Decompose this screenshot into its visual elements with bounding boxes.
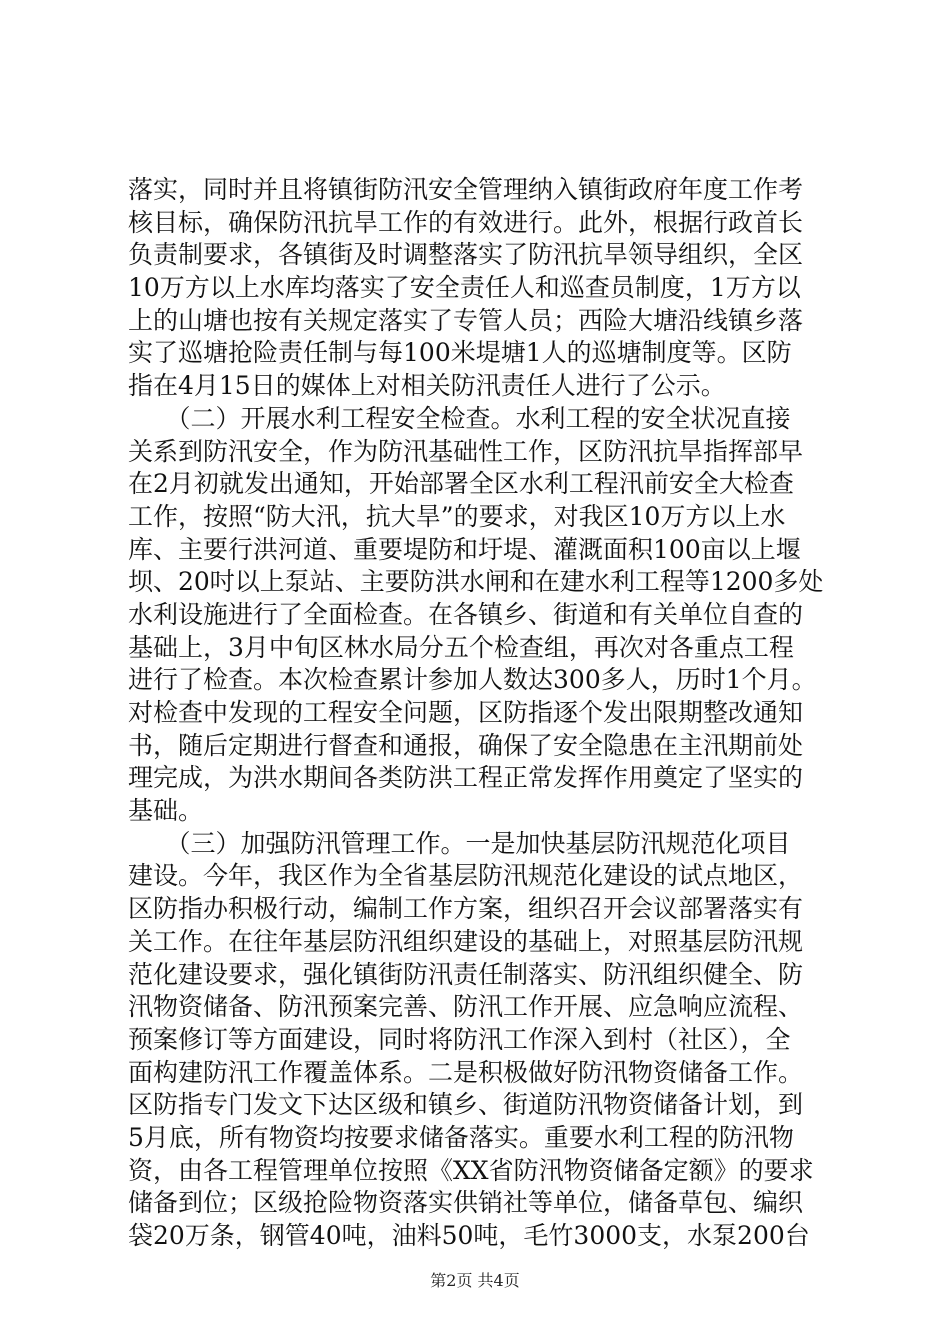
text-line: 基础上，3月中旬区林水局分五个检查组，再次对各重点工程: [128, 632, 794, 662]
text-line: 水利设施进行了全面检查。在各镇乡、街道和有关单位自查的: [128, 599, 804, 629]
text-line: 工作，按照“防大汛，抗大旱”的要求，对我区10万方以上水: [128, 501, 786, 531]
text-line: 上的山塘也按有关规定落实了专管人员；西险大塘沿线镇乡落: [128, 305, 804, 335]
body-text: [128, 174, 848, 1253]
text-line: 5月底，所有物资均按要求储备落实。重要水利工程的防汛物: [128, 1122, 794, 1152]
text-line: （三）加强防汛管理工作。一是加快基层防汛规范化项目: [128, 828, 791, 858]
text-line: 基础。: [128, 796, 204, 826]
text-line: 储备到位；区级抢险物资落实供销社等单位，储备草包、编织: [128, 1188, 804, 1218]
text-line: 指在4月15日的媒体上对相关防汛责任人进行了公示。: [128, 371, 726, 401]
text-line: 进行了检查。本次检查累计参加人数达300多人，历时1个月。: [128, 665, 817, 695]
text-line: 落实，同时并且将镇街防汛安全管理纳入镇街政府年度工作考: [128, 175, 804, 204]
text-line: 对检查中发现的工程安全问题，区防指逐个发出限期整改通知: [128, 698, 804, 727]
text-line: 关工作。在往年基层防汛组织建设的基础上，对照基层防汛规: [128, 926, 804, 956]
text-line: 坝、20吋以上泵站、主要防洪水闸和在建水利工程等1200多处: [128, 567, 824, 597]
text-line: 建设。今年，我区作为全省基层防汛规范化建设的试点地区，: [128, 861, 804, 891]
text-line: （二）开展水利工程安全检查。水利工程的安全状况直接: [128, 403, 791, 433]
text-line: 核目标，确保防汛抗旱工作的有效进行。此外，根据行政首长: [128, 207, 804, 237]
text-line: 在2月初就发出通知，开始部署全区水利工程汛前安全大检查: [128, 469, 794, 499]
page-number-label: 第2页 共4页: [430, 1271, 520, 1290]
text-line: 关系到防汛安全，作为防汛基础性工作，区防汛抗旱指挥部早: [128, 436, 804, 466]
text-line: 预案修订等方面建设，同时将防汛工作深入到村（社区），全: [128, 1024, 791, 1054]
text-line: 资，由各工程管理单位按照《XX省防汛物资储备定额》的要求: [128, 1155, 814, 1185]
text-line: 理完成，为洪水期间各类防洪工程正常发挥作用奠定了坚实的: [128, 763, 804, 793]
text-line: 库、主要行洪河道、重要堤防和圩堤、灌溉面积100亩以上堰: [128, 534, 801, 564]
text-line: 汛物资储备、防汛预案完善、防汛工作开展、应急响应流程、: [128, 992, 804, 1022]
text-line: 实了巡塘抢险责任制与每100米堤塘1人的巡塘制度等。区防: [128, 338, 792, 368]
text-line: 区防指专门发文下达区级和镇乡、街道防汛物资储备计划，到: [128, 1090, 804, 1120]
text-line: 区防指办积极行动，编制工作方案，组织召开会议部署落实有: [128, 894, 804, 924]
text-line: 书，随后定期进行督查和通报，确保了安全隐患在主汛期前处: [128, 730, 804, 760]
text-line: 范化建设要求，强化镇街防汛责任制落实、防汛组织健全、防: [128, 959, 804, 989]
text-line: 10万方以上水库均落实了安全责任人和巡查员制度，1万方以: [128, 273, 801, 303]
text-line: 袋20万条，钢管40吨，油料50吨，毛竹3000支，水泵200台: [128, 1221, 810, 1250]
text-line: 面构建防汛工作覆盖体系。二是积极做好防汛物资储备工作。: [128, 1057, 804, 1087]
text-line: 负责制要求，各镇街及时调整落实了防汛抗旱领导组织，全区: [128, 240, 804, 270]
page-footer: [0, 1268, 950, 1291]
